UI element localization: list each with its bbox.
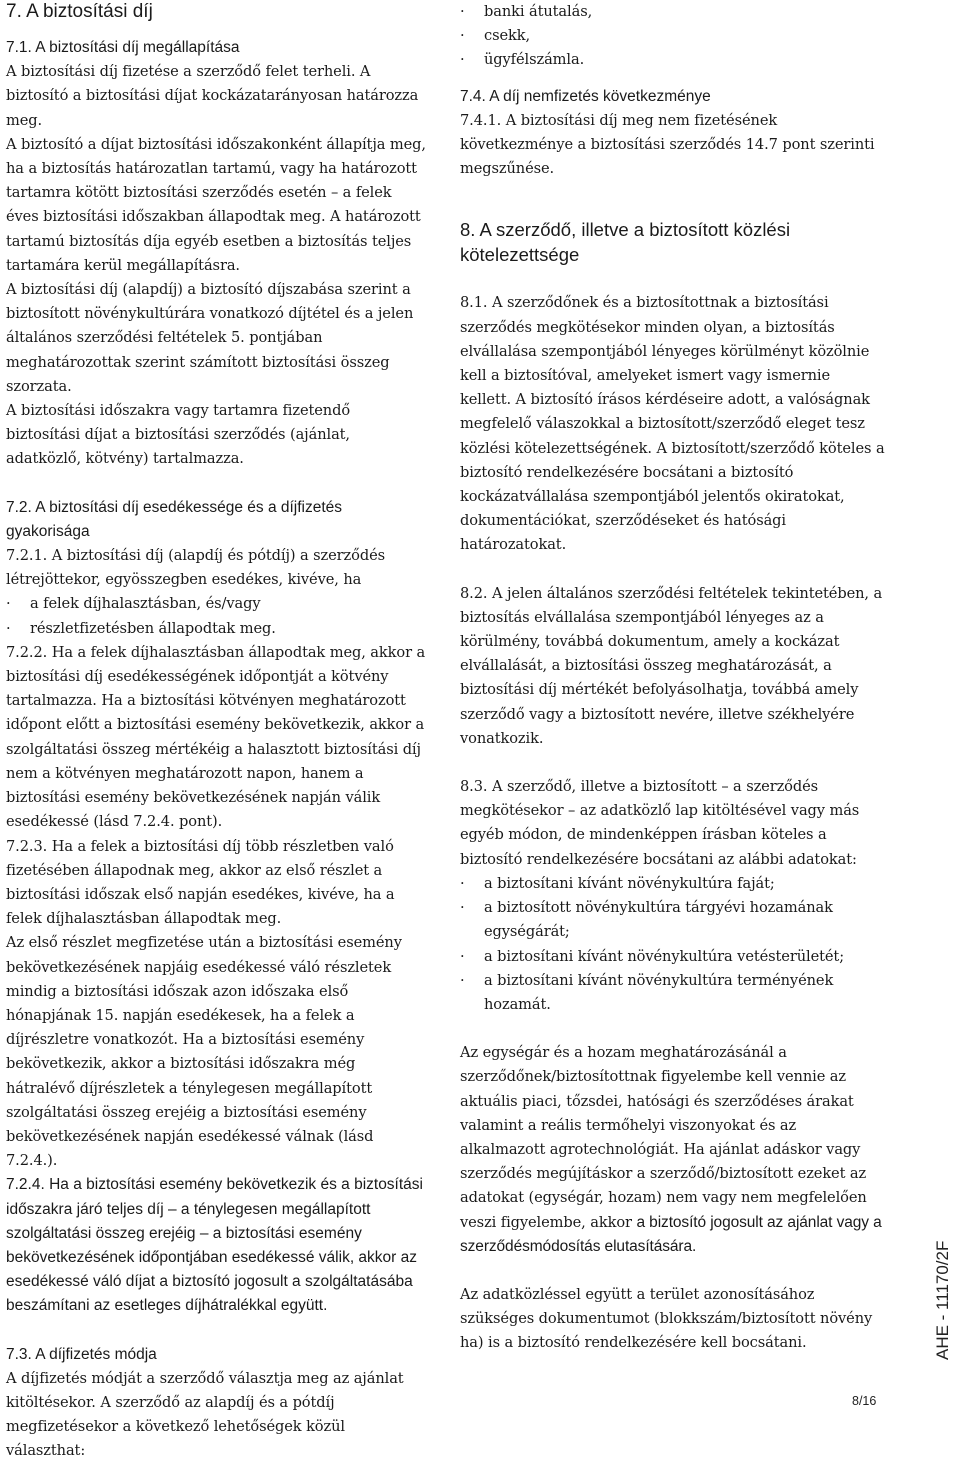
list-item: · a biztosított növénykultúra tárgyévi hozamának egységárát; [460,899,833,941]
list-item: · a biztosítani kívánt növénykultúra faját; [460,874,775,892]
section-7-2-p3: 7.2.3. Ha a felek a biztosítási díj több részletben való fizetésében állapodnak meg, akkor az első részlet a biztosítási időszak első napján esedékes, kivéve, ha a felek díjhalasztásban állapodtak meg. [6,837,395,928]
document-code: AHE - 11170/2F [933,1240,952,1360]
section-8-1: 8.1. A szerződőnek és a biztosítottnak a biztosítási szerződés megkötésekor minden olyan, a biztosítás elvállalása szempontjából lényeges körülményt közölnie kell a biztosítóval, amelyeket ismert vagy ismernie kellett. A biztosító írásos kérdéseire adott, a valóságnak megfelelő válaszokkal a biztosított/szerződő eleget tesz közlési kötelezettségének. A biztosított/szerződő köteles a biztosító rendelkezésére bocsátani a biztosító kockázatvállalása szempontjából jelentős okiratokat, dokumentációkat, szerződéseket és hatósági határozatokat. [460,294,885,554]
section-8-title: 8. A szerződő, illetve a biztosított közlési kötelezettsége [460,219,791,266]
unit-price-text: Az egységár és a hozam meghatározásánál a szerződőnek/biztosítottnak figyelembe kell vennie az aktuális piaci, tőzsdei, hatósági és szerződéses árakat valamint a reális termőhelyi viszonyokat és az alkalmazott agrotechnológiát. Ha ajánlat adáskor vagy szerződés megújításkor a szerződő/biztosított ezeket az adatokat (egységár, hozam) nem vagy nem megfelelően veszi figyelembe, akkor [460,1044,867,1231]
section-7-1-p3: A biztosítási díj (alapdíj) a biztosító díjszabása szerint a biztosított növénykultúrára vonatkozó díjtétel és a jelen általános szerződési feltételek 5. pontjában meghatározottak szerint számított biztosítási összeg szorzata. [6,281,414,395]
section-7-2-p4: Az első részlet megfizetése után a biztosítási esemény bekövetkezésének napjáig esedékessé váló részletek mindig a biztosítási időszak azon időszaka első hónapjának 15. napján esedékesek, ha a felek a díjrészletre vonatkozót. Ha a biztosítási esemény bekövetkezik, akkor a biztosítási időszakra még hátralévő díjrészletek a ténylegesen megállapított szolgáltatási összeg erejéig a biztosítási esemény bekövetkezésének napján esedékessé válnak (lásd 7.2.4.). [6,934,402,1170]
section-7-3-p1: A díjfizetés módját a szerződő választja meg az ajánlat kitöltésekor. A szerződő az alapdíj és a pótdíj megfizetésekor a következő lehetőségek közül választhat: [6,1369,404,1460]
unit-price-paragraph [460,1041,885,1259]
section-8-3: 8.3. A szerződő, illetve a biztosított – a szerződés megkötésekor – az adatközlő lap kitöltésével vagy más egyéb módon, de mindenképpen írásban köteles a biztosító rendelkezésére bocsátani az alábbi adatokat: [460,778,860,868]
list-item: · a biztosítani kívánt növénykultúra vetésterületét; [460,947,845,965]
right-column [460,0,885,1356]
section-7-2-title: 7.2. A biztosítási díj esedékessége és a díjfizetés gyakorisága [6,498,343,540]
section-7-2-p5: 7.2.4. Ha a biztosítási esemény bekövetkezik és a biztosítási időszakra járó teljes díj – a ténylegesen megállapított szolgáltatási összeg erejéig – a biztosítási esemény bekövetkezésének időpontjában esedékessé válik, akkor az esedékessé váló díjat a biztosító jogosult a szolgáltatásába beszámítani az esetleges díjhátralékkal együtt. [6,1176,423,1315]
section-7-1-title: 7.1. A biztosítási díj megállapítása [6,39,240,56]
section-7-1-p4: A biztosítási időszakra vagy tartamra fizetendő biztosítási díjat a biztosítási szerződés (ajánlat, adatközlő, kötvény) tartalmazza. [6,402,351,468]
list-item: · a felek díjhalasztásban, és/vagy [6,595,261,613]
section-7-1-p1: A biztosítási díj fizetése a szerződő felet terheli. A biztosító a biztosítási díjat kockázatarányosan határozza meg. [6,63,419,129]
section-7-2-p1: 7.2.1. A biztosítási díj (alapdíj és pótdíj) a szerződés létrejöttekor, egyösszegben esedékes, kivéve, ha [6,547,386,589]
data-submission-paragraph: Az adatközléssel együtt a terület azonosításához szükséges dokumentumot (blokkszám/biztosított növény ha) is a biztosító rendelkezésére kell bocsátani. [460,1285,873,1352]
section-7-1-p2: A biztosító a díjat biztosítási időszakonként állapítja meg, ha a biztosítás határozatlan tartamú, vagy ha határozott tartamra kötött biztosítási szerződés esetén – a felek éves biztosítási időszakban állapodtak meg. A határozott tartamú biztosítás díja egyéb esetben a biztosítás teljes tartamára kerül megállapításra. [6,135,426,274]
left-column [6,0,426,1464]
section-7-4-p1: 7.4.1. A biztosítási díj meg nem fizetésének következménye a biztosítási szerződés 14.7 pont szerinti megszűnése. [460,111,875,178]
list-item: · a biztosítani kívánt növénykultúra terményének hozamát. [460,971,834,1013]
list-item: · csekk, [460,27,531,45]
unit-price-text-emphasis: a biztosító jogosult az ajánlat vagy a szerződésmódosítás elutasítására. [460,1213,882,1255]
list-item: · banki átutalás, [460,3,593,20]
section-7-2-p2: 7.2.2. Ha a felek díjhalasztásban állapodtak meg, akkor a biztosítási díj esedékességének időpontját a kötvény tartalmazza. Ha a biztosítási kötvényen meghatározott időpont előtt a biztosítási esemény bekövetkezik, akkor a szolgáltatási összeg mértékéig a halasztott biztosítási díj nem a kötvényen meghatározott napon, hanem a biztosítási esemény bekövetkezésének napján válik esedékessé (lásd 7.2.4. pont). [6,643,426,831]
list-item: · ügyfélszámla. [460,51,585,69]
page-number: 8/16 [852,1394,877,1408]
section-8-2: 8.2. A jelen általános szerződési feltételek tekintetében, a biztosítás elvállalása szempontjából lényeges az a körülmény, továbbá dokumentum, amely a kockázat elvállalását, a biztosítási összeg meghatározását, a biztosítási díj mértékét befolyásolhatja, továbbá amely szerződő vagy a biztosított nevére, illetve székhelyére vonatkozik. [460,584,883,747]
section-7-3-title: 7.3. A díjfizetés módja [6,1345,157,1363]
section-7-4-title: 7.4. A díj nemfizetés következménye [460,87,711,105]
list-item: · részletfizetésben állapodtak meg. [6,619,276,637]
section-7-title: 7. A biztosítási díj [6,1,153,22]
